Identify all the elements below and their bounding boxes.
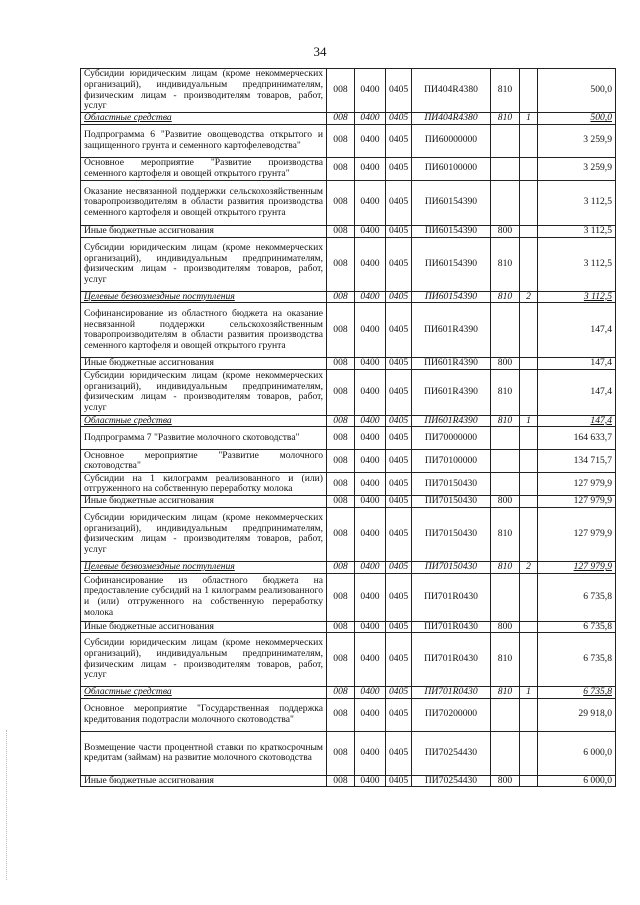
section-code-cell: 0400 — [355, 731, 386, 775]
section-code-cell: 0400 — [355, 303, 386, 358]
row-name-cell: Подпрограмма 7 "Развитие молочного скотоводства" — [81, 427, 327, 450]
target-article-cell: ПИ70254430 — [412, 775, 491, 787]
funding-source-cell: 1 — [520, 113, 538, 125]
amount-cell: 6 735,8 — [538, 573, 616, 621]
ved-code-cell: 008 — [327, 698, 355, 731]
funding-source-cell — [520, 369, 538, 415]
row-name-cell: Основное мероприятие "Развитие молочного скотоводства" — [81, 450, 327, 473]
amount-cell: 3 112,5 — [538, 180, 616, 225]
amount-cell: 29 918,0 — [538, 698, 616, 731]
ved-code-cell: 008 — [327, 303, 355, 358]
ved-code-cell: 008 — [327, 180, 355, 225]
ved-code-cell: 008 — [327, 731, 355, 775]
expense-type-cell — [491, 698, 520, 731]
expense-type-cell — [491, 157, 520, 180]
table-row — [81, 687, 616, 699]
expense-type-cell — [491, 731, 520, 775]
page-number: 34 — [313, 44, 327, 59]
row-name-cell: Субсидии юридическим лицам (кроме некоммерческих организаций), индивидуальным предпринимателям, физическим лицам - производителям товаров, работ, услуг — [81, 237, 327, 291]
amount-cell: 6 735,8 — [538, 633, 616, 687]
funding-source-cell — [520, 225, 538, 237]
amount-cell: 6 000,0 — [538, 731, 616, 775]
funding-source-cell — [520, 633, 538, 687]
target-article-cell: ПИ60154390 — [412, 291, 491, 303]
funding-source-cell — [520, 303, 538, 358]
expense-type-cell: 810 — [491, 237, 520, 291]
target-article-cell: ПИ60154390 — [412, 225, 491, 237]
expense-type-cell — [491, 303, 520, 358]
ved-code-cell: 008 — [327, 775, 355, 787]
amount-cell: 127 979,9 — [538, 561, 616, 573]
row-name-cell: Областные средства — [81, 687, 327, 699]
section-code-cell: 0400 — [355, 225, 386, 237]
ved-code-cell: 008 — [327, 507, 355, 561]
amount-cell: 6 735,8 — [538, 621, 616, 633]
funding-source-cell — [520, 698, 538, 731]
table-row — [81, 698, 616, 731]
section-code-cell: 0400 — [355, 507, 386, 561]
target-article-cell: ПИ70000000 — [412, 427, 491, 450]
section-code-cell: 0400 — [355, 633, 386, 687]
row-name-cell: Подпрограмма 6 "Развитие овощеводства открытого и защищенного грунта и семенного картофелеводства" — [81, 124, 327, 157]
row-name-cell: Возмещение части процентной ставки по краткосрочным кредитам (займам) на развитие молочного скотоводства — [81, 731, 327, 775]
section-code-cell: 0400 — [355, 687, 386, 699]
target-article-cell: ПИ60154390 — [412, 180, 491, 225]
subsection-code-cell: 0405 — [386, 415, 412, 427]
target-article-cell: ПИ601R4390 — [412, 415, 491, 427]
section-code-cell: 0400 — [355, 573, 386, 621]
target-article-cell: ПИ701R0430 — [412, 573, 491, 621]
funding-source-cell — [520, 124, 538, 157]
expense-type-cell: 800 — [491, 225, 520, 237]
expense-type-cell: 810 — [491, 507, 520, 561]
section-code-cell: 0400 — [355, 291, 386, 303]
row-name-cell: Основное мероприятие "Развитие производства семенного картофеля и овощей открытого грунта" — [81, 157, 327, 180]
ved-code-cell: 008 — [327, 415, 355, 427]
table-row — [81, 731, 616, 775]
funding-source-cell — [520, 621, 538, 633]
row-name-cell: Субсидии юридическим лицам (кроме некоммерческих организаций), индивидуальным предпринимателям, физическим лицам - производителям товаров, работ, услуг — [81, 69, 327, 113]
expense-type-cell: 800 — [491, 621, 520, 633]
subsection-code-cell: 0405 — [386, 157, 412, 180]
funding-source-cell — [520, 69, 538, 113]
funding-source-cell: 2 — [520, 561, 538, 573]
section-code-cell: 0400 — [355, 496, 386, 508]
expense-type-cell: 800 — [491, 775, 520, 787]
subsection-code-cell: 0405 — [386, 633, 412, 687]
funding-source-cell — [520, 237, 538, 291]
section-code-cell: 0400 — [355, 124, 386, 157]
section-code-cell: 0400 — [355, 698, 386, 731]
section-code-cell: 0400 — [355, 415, 386, 427]
ved-code-cell: 008 — [327, 358, 355, 370]
section-code-cell: 0400 — [355, 621, 386, 633]
target-article-cell: ПИ601R4390 — [412, 303, 491, 358]
target-article-cell: ПИ60100000 — [412, 157, 491, 180]
subsection-code-cell: 0405 — [386, 450, 412, 473]
table-row — [81, 473, 616, 496]
row-name-cell: Иные бюджетные ассигнования — [81, 225, 327, 237]
amount-cell: 3 112,5 — [538, 237, 616, 291]
table-row — [81, 496, 616, 508]
ved-code-cell: 008 — [327, 427, 355, 450]
subsection-code-cell: 0405 — [386, 180, 412, 225]
ved-code-cell: 008 — [327, 237, 355, 291]
target-article-cell: ПИ701R0430 — [412, 633, 491, 687]
expense-type-cell — [491, 180, 520, 225]
subsection-code-cell: 0405 — [386, 69, 412, 113]
target-article-cell: ПИ70254430 — [412, 731, 491, 775]
row-name-cell: Иные бюджетные ассигнования — [81, 496, 327, 508]
amount-cell: 127 979,9 — [538, 473, 616, 496]
ved-code-cell: 008 — [327, 225, 355, 237]
expense-type-cell: 810 — [491, 687, 520, 699]
amount-cell: 147,4 — [538, 415, 616, 427]
target-article-cell: ПИ60154390 — [412, 237, 491, 291]
section-code-cell: 0400 — [355, 427, 386, 450]
subsection-code-cell: 0405 — [386, 561, 412, 573]
ved-code-cell: 008 — [327, 687, 355, 699]
section-code-cell: 0400 — [355, 775, 386, 787]
funding-source-cell: 2 — [520, 291, 538, 303]
section-code-cell: 0400 — [355, 358, 386, 370]
subsection-code-cell: 0405 — [386, 496, 412, 508]
subsection-code-cell: 0405 — [386, 473, 412, 496]
amount-cell: 3 112,5 — [538, 225, 616, 237]
table-row — [81, 157, 616, 180]
section-code-cell: 0400 — [355, 69, 386, 113]
expense-type-cell: 810 — [491, 415, 520, 427]
expense-type-cell: 810 — [491, 113, 520, 125]
ved-code-cell: 008 — [327, 621, 355, 633]
ved-code-cell: 008 — [327, 369, 355, 415]
expense-type-cell — [491, 427, 520, 450]
table-row — [81, 369, 616, 415]
funding-source-cell — [520, 450, 538, 473]
funding-source-cell — [520, 473, 538, 496]
ved-code-cell: 008 — [327, 69, 355, 113]
amount-cell: 3 259,9 — [538, 157, 616, 180]
amount-cell: 6 735,8 — [538, 687, 616, 699]
row-name-cell: Областные средства — [81, 113, 327, 125]
amount-cell: 127 979,9 — [538, 496, 616, 508]
table-row — [81, 113, 616, 125]
table-row — [81, 775, 616, 787]
expense-type-cell: 800 — [491, 358, 520, 370]
subsection-code-cell: 0405 — [386, 291, 412, 303]
budget-table — [80, 68, 616, 787]
subsection-code-cell: 0405 — [386, 775, 412, 787]
expense-type-cell — [491, 124, 520, 157]
expense-type-cell: 800 — [491, 496, 520, 508]
table-row — [81, 633, 616, 687]
table-row — [81, 291, 616, 303]
target-article-cell: ПИ701R0430 — [412, 687, 491, 699]
target-article-cell: ПИ70150430 — [412, 561, 491, 573]
section-code-cell: 0400 — [355, 180, 386, 225]
amount-cell: 3 112,5 — [538, 291, 616, 303]
section-code-cell: 0400 — [355, 561, 386, 573]
row-name-cell: Иные бюджетные ассигнования — [81, 775, 327, 787]
ved-code-cell: 008 — [327, 573, 355, 621]
row-name-cell: Иные бюджетные ассигнования — [81, 358, 327, 370]
ved-code-cell: 008 — [327, 157, 355, 180]
ved-code-cell: 008 — [327, 496, 355, 508]
table-row — [81, 427, 616, 450]
amount-cell: 134 715,7 — [538, 450, 616, 473]
ved-code-cell: 008 — [327, 113, 355, 125]
table-row — [81, 573, 616, 621]
table-row — [81, 450, 616, 473]
ved-code-cell: 008 — [327, 473, 355, 496]
table-row — [81, 69, 616, 113]
table-row — [81, 415, 616, 427]
expense-type-cell: 810 — [491, 561, 520, 573]
target-article-cell: ПИ701R0430 — [412, 621, 491, 633]
expense-type-cell: 810 — [491, 633, 520, 687]
amount-cell: 147,4 — [538, 303, 616, 358]
row-name-cell: Основное мероприятие "Государственная поддержка кредитования подотрасли молочного скотоводства" — [81, 698, 327, 731]
row-name-cell: Областные средства — [81, 415, 327, 427]
row-name-cell: Софинансирование из областного бюджета на предоставление субсидий на 1 килограмм реализованного и (или) отгруженного на собственную переработку молока — [81, 573, 327, 621]
funding-source-cell — [520, 157, 538, 180]
ved-code-cell: 008 — [327, 450, 355, 473]
target-article-cell: ПИ70200000 — [412, 698, 491, 731]
section-code-cell: 0400 — [355, 113, 386, 125]
scan-margin-mark — [6, 730, 10, 880]
funding-source-cell — [520, 180, 538, 225]
ved-code-cell: 008 — [327, 124, 355, 157]
row-name-cell: Целевые безвозмездные поступления — [81, 291, 327, 303]
target-article-cell: ПИ70150430 — [412, 496, 491, 508]
table-row — [81, 303, 616, 358]
expense-type-cell: 810 — [491, 291, 520, 303]
subsection-code-cell: 0405 — [386, 113, 412, 125]
amount-cell: 127 979,9 — [538, 507, 616, 561]
subsection-code-cell: 0405 — [386, 731, 412, 775]
section-code-cell: 0400 — [355, 473, 386, 496]
target-article-cell: ПИ601R4390 — [412, 369, 491, 415]
row-name-cell: Оказание несвязанной поддержки сельскохозяйственным товаропроизводителям в области развития производства семенного картофеля и овощей открытого грунта — [81, 180, 327, 225]
funding-source-cell — [520, 573, 538, 621]
section-code-cell: 0400 — [355, 237, 386, 291]
subsection-code-cell: 0405 — [386, 687, 412, 699]
funding-source-cell — [520, 731, 538, 775]
subsection-code-cell: 0405 — [386, 225, 412, 237]
target-article-cell: ПИ70150430 — [412, 473, 491, 496]
table-row — [81, 621, 616, 633]
subsection-code-cell: 0405 — [386, 698, 412, 731]
ved-code-cell: 008 — [327, 291, 355, 303]
expense-type-cell — [491, 573, 520, 621]
expense-type-cell — [491, 473, 520, 496]
target-article-cell: ПИ404R4380 — [412, 113, 491, 125]
section-code-cell: 0400 — [355, 369, 386, 415]
row-name-cell: Субсидии на 1 килограмм реализованного и (или) отгруженного на собственную переработку молока — [81, 473, 327, 496]
table-row — [81, 124, 616, 157]
amount-cell: 147,4 — [538, 358, 616, 370]
subsection-code-cell: 0405 — [386, 303, 412, 358]
table-row — [81, 561, 616, 573]
subsection-code-cell: 0405 — [386, 573, 412, 621]
amount-cell: 147,4 — [538, 369, 616, 415]
row-name-cell: Иные бюджетные ассигнования — [81, 621, 327, 633]
funding-source-cell — [520, 507, 538, 561]
amount-cell: 500,0 — [538, 113, 616, 125]
target-article-cell: ПИ601R4390 — [412, 358, 491, 370]
target-article-cell: ПИ70100000 — [412, 450, 491, 473]
funding-source-cell: 1 — [520, 415, 538, 427]
funding-source-cell — [520, 496, 538, 508]
row-name-cell: Субсидии юридическим лицам (кроме некоммерческих организаций), индивидуальным предпринимателям, физическим лицам - производителям товаров, работ, услуг — [81, 633, 327, 687]
subsection-code-cell: 0405 — [386, 507, 412, 561]
section-code-cell: 0400 — [355, 450, 386, 473]
target-article-cell: ПИ60000000 — [412, 124, 491, 157]
ved-code-cell: 008 — [327, 561, 355, 573]
funding-source-cell — [520, 358, 538, 370]
section-code-cell: 0400 — [355, 157, 386, 180]
amount-cell: 500,0 — [538, 69, 616, 113]
funding-source-cell: 1 — [520, 687, 538, 699]
ved-code-cell: 008 — [327, 633, 355, 687]
target-article-cell: ПИ70150430 — [412, 507, 491, 561]
row-name-cell: Целевые безвозмездные поступления — [81, 561, 327, 573]
table-row — [81, 358, 616, 370]
row-name-cell: Софинансирование из областного бюджета на оказание несвязанной поддержки сельскохозяйственным товаропроизводителям в области развития производства семенного картофеля и овощей открытого грунта — [81, 303, 327, 358]
amount-cell: 3 259,9 — [538, 124, 616, 157]
row-name-cell: Субсидии юридическим лицам (кроме некоммерческих организаций), индивидуальным предпринимателям, физическим лицам - производителям товаров, работ, услуг — [81, 507, 327, 561]
expense-type-cell: 810 — [491, 69, 520, 113]
target-article-cell: ПИ404R4380 — [412, 69, 491, 113]
amount-cell: 164 633,7 — [538, 427, 616, 450]
table-row — [81, 225, 616, 237]
expense-type-cell — [491, 450, 520, 473]
subsection-code-cell: 0405 — [386, 369, 412, 415]
expense-type-cell: 810 — [491, 369, 520, 415]
table-row — [81, 507, 616, 561]
subsection-code-cell: 0405 — [386, 427, 412, 450]
table-row — [81, 237, 616, 291]
funding-source-cell — [520, 775, 538, 787]
funding-source-cell — [520, 427, 538, 450]
table-row — [81, 180, 616, 225]
subsection-code-cell: 0405 — [386, 358, 412, 370]
subsection-code-cell: 0405 — [386, 237, 412, 291]
amount-cell: 6 000,0 — [538, 775, 616, 787]
subsection-code-cell: 0405 — [386, 124, 412, 157]
subsection-code-cell: 0405 — [386, 621, 412, 633]
row-name-cell: Субсидии юридическим лицам (кроме некоммерческих организаций), индивидуальным предпринимателям, физическим лицам - производителям товаров, работ, услуг — [81, 369, 327, 415]
